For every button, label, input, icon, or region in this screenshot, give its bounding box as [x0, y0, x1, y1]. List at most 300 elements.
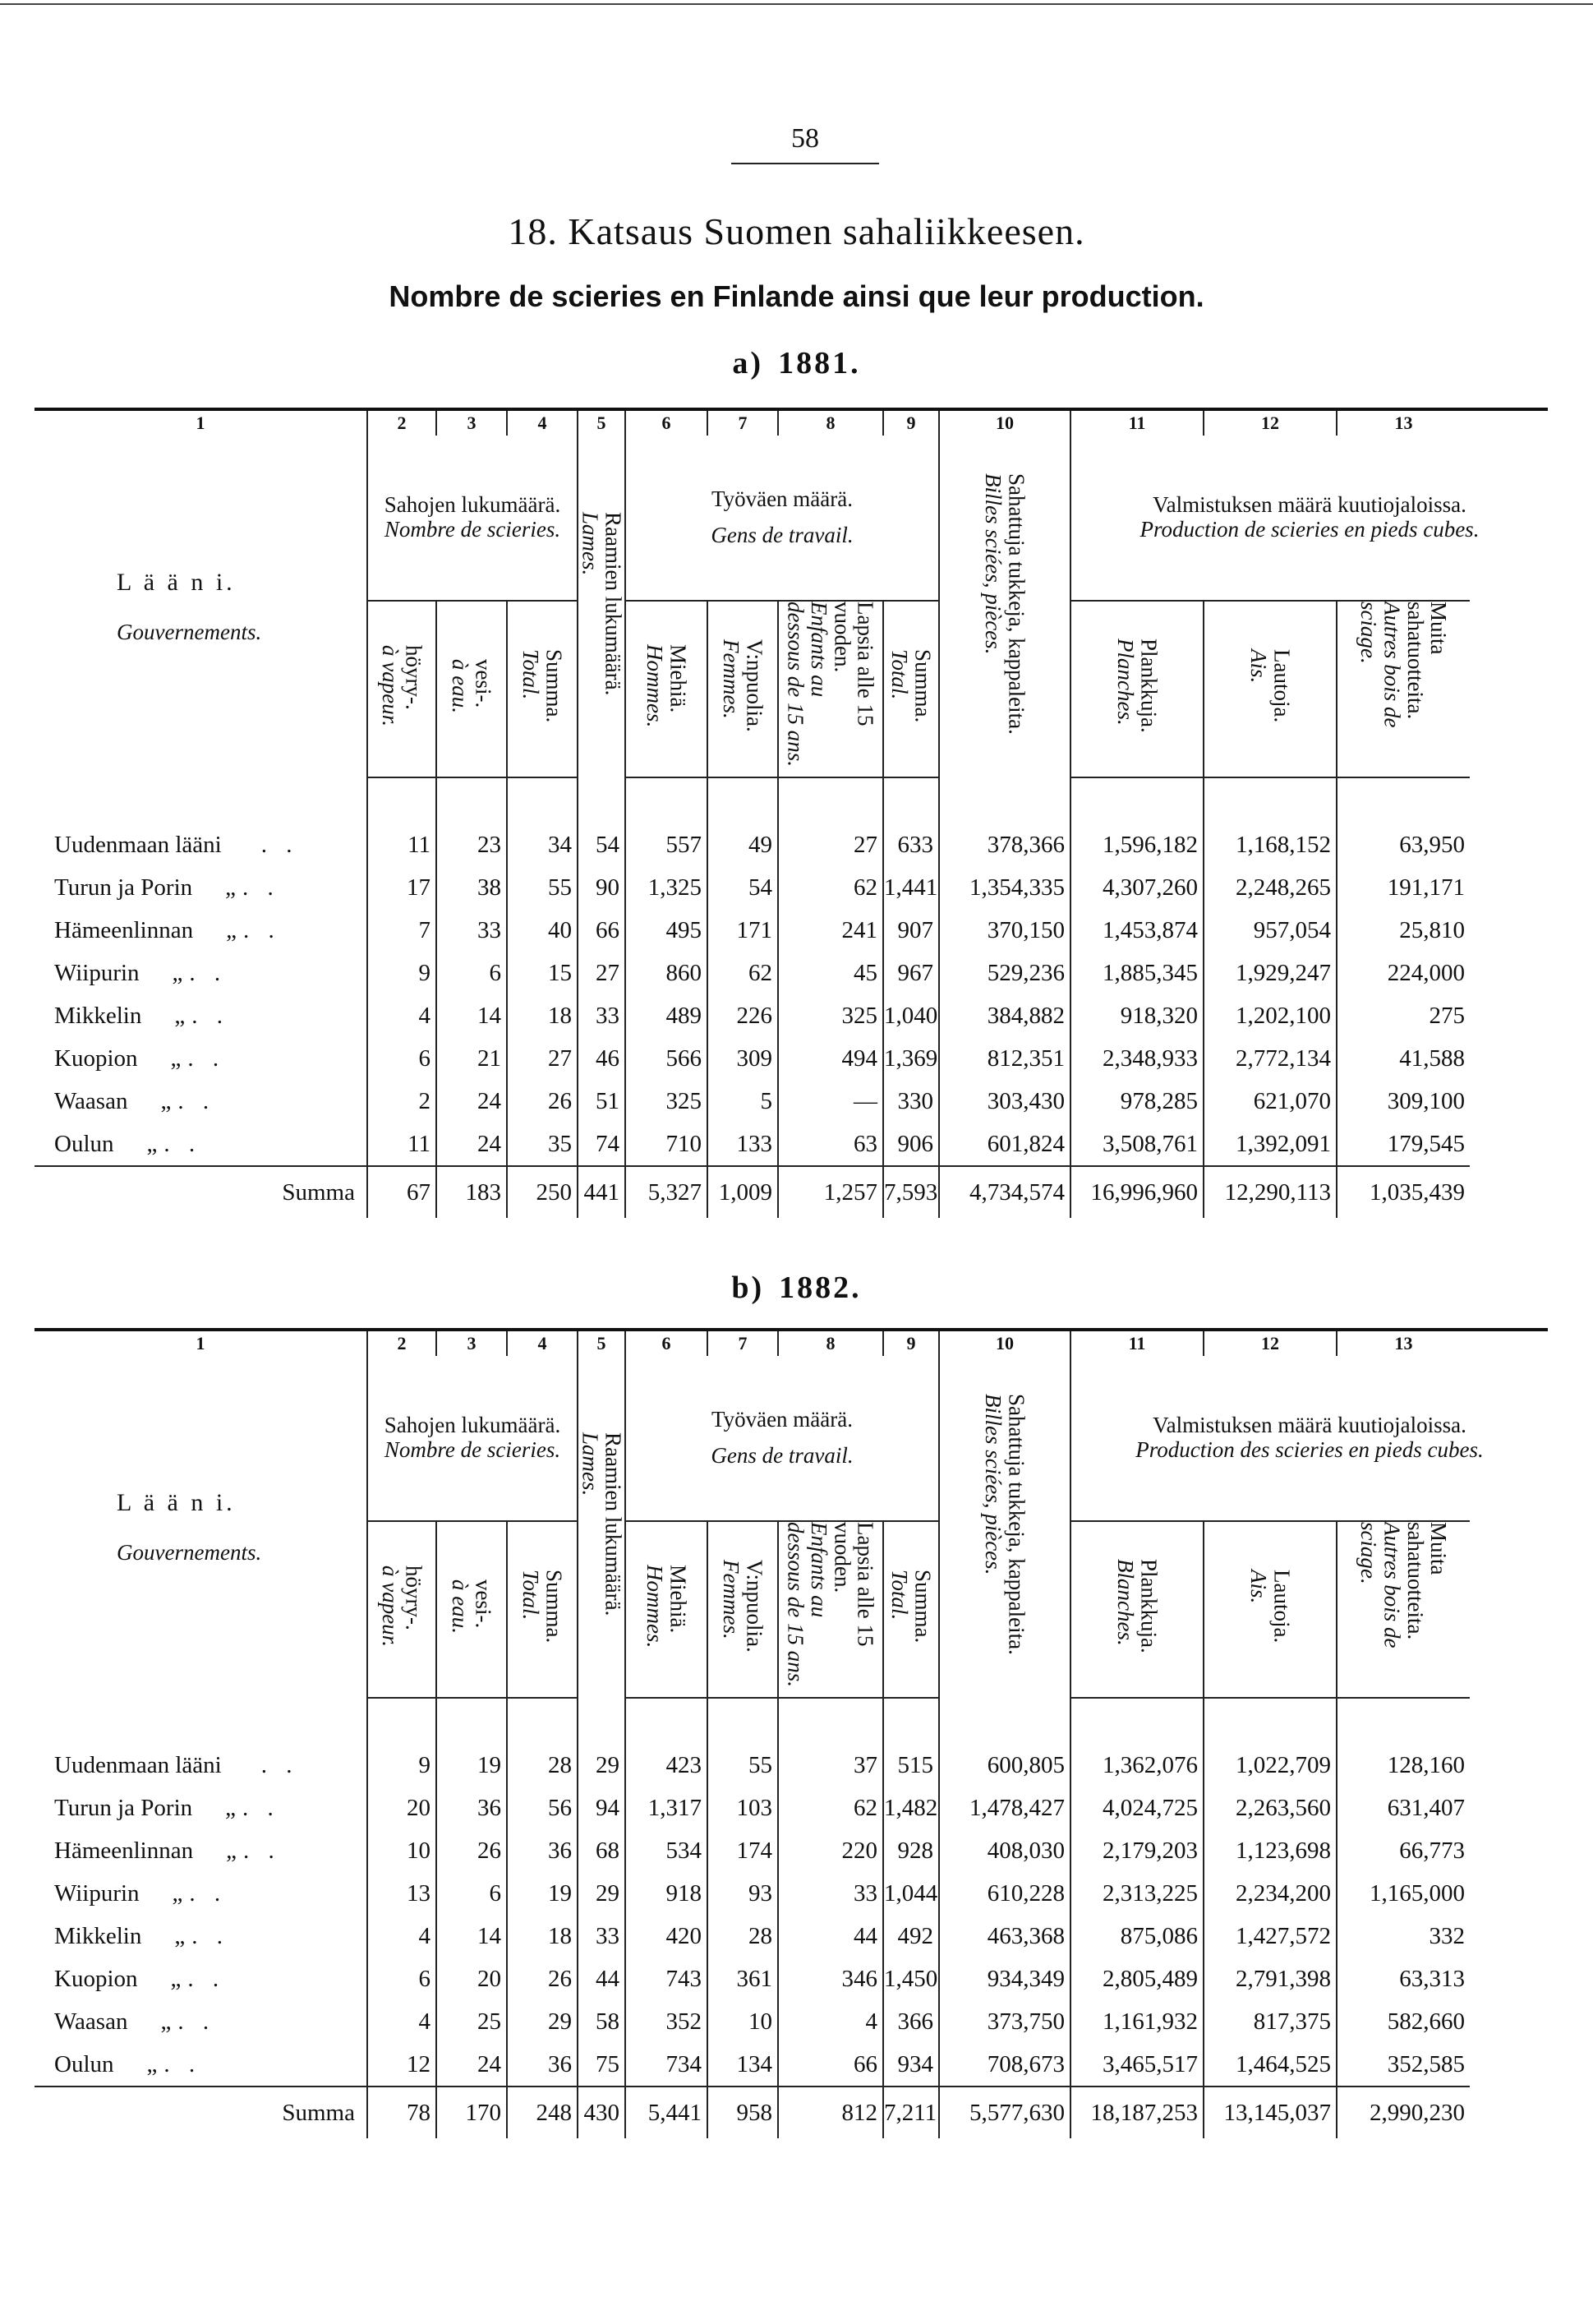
value-cell: 191,171: [1337, 866, 1470, 909]
value-cell: 10: [707, 2000, 778, 2043]
value-cell: 420: [625, 1915, 707, 1957]
value-cell: 36: [507, 2043, 578, 2087]
value-cell: 40: [507, 909, 578, 952]
sum-cell: 5,577,630: [939, 2087, 1070, 2138]
column-number: 2: [367, 1330, 436, 1356]
table-row: [35, 909, 1548, 952]
table-row: [35, 994, 1548, 1037]
value-cell: 378,366: [939, 823, 1070, 866]
value-cell: 621,070: [1204, 1080, 1337, 1123]
column-number: 12: [1204, 1330, 1337, 1356]
lapsia-fi: Lapsia alle 15 vuoden.: [830, 1522, 878, 1647]
sum-cell: 5,441: [625, 2087, 707, 2138]
value-cell: 494: [778, 1037, 883, 1080]
value-cell: 7: [367, 909, 436, 952]
ditto-mark: „: [225, 874, 236, 901]
raamien-fi: Raamien lukumäärä.: [601, 511, 626, 696]
value-cell: 6: [367, 1957, 436, 2000]
value-cell: 860: [625, 952, 707, 994]
table-row: [35, 1123, 1548, 1166]
value-cell: 241: [778, 909, 883, 952]
tyovaki-summa-header: [883, 601, 939, 777]
value-cell: 33: [578, 1915, 625, 1957]
value-cell: 4: [367, 994, 436, 1037]
column-number: 10: [939, 409, 1070, 436]
laani-cell: [35, 1744, 367, 1787]
value-cell: 63,950: [1337, 823, 1470, 866]
year-label: b): [731, 1270, 765, 1305]
value-cell: 366: [883, 2000, 939, 2043]
value-cell: 600,805: [939, 1744, 1070, 1787]
value-cell: 633: [883, 823, 939, 866]
value-cell: 1,325: [625, 866, 707, 909]
year-label: a): [732, 346, 764, 380]
value-cell: 610,228: [939, 1872, 1070, 1915]
value-cell: 134: [707, 2043, 778, 2087]
year-heading-b: [0, 1270, 1593, 1306]
miehia-fr: Hommes.: [642, 1564, 667, 1648]
sahojen-fr: Nombre de scieries.: [384, 1437, 561, 1462]
value-cell: 74: [578, 1123, 625, 1166]
value-cell: 4: [778, 2000, 883, 2043]
laani-cell: [35, 2000, 367, 2043]
lautoja-fi: Lautoja.: [1269, 1569, 1295, 1644]
value-cell: 28: [707, 1915, 778, 1957]
sum-cell: 4,734,574: [939, 1166, 1070, 1218]
value-cell: 20: [436, 1957, 507, 2000]
sahojen-fr: Nombre de scieries.: [384, 517, 561, 542]
muita-fr: Autres bois de sciage.: [1356, 602, 1405, 728]
valm-fi: Valmistuksen määrä kuutiojaloissa.: [1153, 1413, 1466, 1438]
value-cell: 1,885,345: [1070, 952, 1204, 994]
column-number: 13: [1337, 1330, 1470, 1356]
value-cell: 66: [778, 2043, 883, 2087]
leader-dots: . .: [177, 2008, 216, 2035]
muita-fr: Autres bois de sciage.: [1356, 1522, 1405, 1648]
value-cell: 373,750: [939, 2000, 1070, 2043]
value-cell: 515: [883, 1744, 939, 1787]
value-cell: 1,482: [883, 1787, 939, 1829]
plankkuja-header: [1070, 601, 1204, 777]
value-cell: 1,392,091: [1204, 1123, 1337, 1166]
sawmill-table-1882: [35, 1328, 1548, 2138]
value-cell: 103: [707, 1787, 778, 1829]
sum-cell: 67: [367, 1166, 436, 1218]
ditto-mark: „: [170, 1965, 182, 1992]
value-cell: 2,234,200: [1204, 1872, 1337, 1915]
sum-row: [35, 2087, 1548, 2138]
muita-header: [1337, 601, 1470, 777]
leader-dots: . .: [260, 1751, 299, 1778]
laani-cell: [35, 909, 367, 952]
tyovaen-fi: Työväen määrä.: [711, 1407, 854, 1432]
value-cell: 1,354,335: [939, 866, 1070, 909]
value-cell: 23: [436, 823, 507, 866]
value-cell: 9: [367, 952, 436, 994]
column-number: 5: [578, 1330, 625, 1356]
value-cell: 18: [507, 1915, 578, 1957]
sahojen-header: [367, 1356, 578, 1521]
lautoja-header: [1204, 601, 1337, 777]
table-row: [35, 823, 1548, 866]
column-number: 7: [707, 409, 778, 436]
lapsia-header: [778, 601, 883, 777]
value-cell: 303,430: [939, 1080, 1070, 1123]
value-cell: 54: [578, 823, 625, 866]
value-cell: 4: [367, 1915, 436, 1957]
value-cell: 2,248,265: [1204, 866, 1337, 909]
value-cell: 325: [625, 1080, 707, 1123]
column-number: 4: [507, 409, 578, 436]
value-cell: 94: [578, 1787, 625, 1829]
value-cell: 423: [625, 1744, 707, 1787]
sum-cell: 441: [578, 1166, 625, 1218]
value-cell: 492: [883, 1915, 939, 1957]
value-cell: 33: [436, 909, 507, 952]
vesi-fi: vesi-.: [471, 658, 496, 708]
leader-dots: . .: [189, 959, 228, 986]
value-cell: 4,024,725: [1070, 1787, 1204, 1829]
value-cell: 631,407: [1337, 1787, 1470, 1829]
miehia-fr: Hommes.: [642, 643, 667, 728]
sum-cell: 1,035,439: [1337, 1166, 1470, 1218]
value-cell: 174: [707, 1829, 778, 1872]
value-cell: 978,285: [1070, 1080, 1204, 1123]
sum-cell: 812: [778, 2087, 883, 2138]
laani-cell: [35, 823, 367, 866]
ditto-mark: „: [160, 2008, 172, 2035]
sum-cell: 16,996,960: [1070, 1166, 1204, 1218]
laani-cell: [35, 1829, 367, 1872]
value-cell: 934,349: [939, 1957, 1070, 2000]
value-cell: 26: [507, 1957, 578, 2000]
table-row: [35, 1080, 1548, 1123]
value-cell: 370,150: [939, 909, 1070, 952]
column-number: 1: [196, 1333, 205, 1353]
value-cell: 33: [578, 994, 625, 1037]
value-cell: 1,165,000: [1337, 1872, 1470, 1915]
column-number: 10: [939, 1330, 1070, 1356]
value-cell: 1,202,100: [1204, 994, 1337, 1037]
tukkeja-fr: Billes sciées, pièces.: [981, 473, 1006, 655]
value-cell: 1,929,247: [1204, 952, 1337, 994]
value-cell: 44: [778, 1915, 883, 1957]
value-cell: 1,040: [883, 994, 939, 1037]
tukkeja-fr: Billes sciées, pièces.: [981, 1393, 1006, 1575]
leader-dots: . .: [242, 916, 281, 943]
vaimoja-fi: V:npuolia.: [742, 1560, 767, 1653]
column-number: 6: [625, 1330, 707, 1356]
vesi-header: [436, 1521, 507, 1698]
value-cell: 68: [578, 1829, 625, 1872]
hoyry-fi: höyry-.: [401, 645, 426, 710]
laani-name: Mikkelin: [54, 1002, 142, 1029]
plankkuja-fr: Blanches.: [1113, 1559, 1138, 1646]
lautoja-fr: Ais.: [1246, 1569, 1271, 1604]
value-cell: 1,044: [883, 1872, 939, 1915]
table-row: [35, 1744, 1548, 1787]
value-cell: 582,660: [1337, 2000, 1470, 2043]
value-cell: 529,236: [939, 952, 1070, 994]
value-cell: 1,596,182: [1070, 823, 1204, 866]
value-cell: 708,673: [939, 2043, 1070, 2087]
plankkuja-header: [1070, 1521, 1204, 1698]
valm-fi: Valmistuksen määrä kuutiojaloissa.: [1153, 492, 1466, 518]
value-cell: 20: [367, 1787, 436, 1829]
muita-header: [1337, 1521, 1470, 1698]
tukkeja-header: [939, 1356, 1070, 1698]
value-cell: 18: [507, 994, 578, 1037]
leader-dots: . .: [189, 1879, 228, 1907]
tyovaen-fr: Gens de travail.: [711, 523, 854, 547]
plankkuja-fr: Planches.: [1113, 639, 1138, 726]
column-number: 13: [1337, 409, 1470, 436]
sum-cell: 12,290,113: [1204, 1166, 1337, 1218]
valmistuksen-header: [1070, 1356, 1548, 1521]
column-number: 3: [436, 1330, 507, 1356]
value-cell: 918: [625, 1872, 707, 1915]
column-number: 5: [578, 409, 625, 436]
hoyry-fr: à vapeur.: [378, 645, 403, 726]
value-cell: 171: [707, 909, 778, 952]
table-row: [35, 952, 1548, 994]
laani-name: Kuopion: [54, 1965, 138, 1992]
sahojen-header: [367, 436, 578, 601]
value-cell: 10: [367, 1829, 436, 1872]
sahojen-fi: Sahojen lukumäärä.: [384, 1413, 561, 1438]
sahat-summa-header: [507, 601, 578, 777]
value-cell: 17: [367, 866, 436, 909]
laani-name: Turun ja Porin: [54, 874, 193, 901]
value-cell: 361: [707, 1957, 778, 2000]
column-number: 9: [883, 1330, 939, 1356]
tyovaki-summa-fi: Summa.: [910, 648, 936, 723]
leader-dots: . .: [163, 1130, 202, 1157]
value-cell: 743: [625, 1957, 707, 2000]
value-cell: 967: [883, 952, 939, 994]
table-row: [35, 2043, 1548, 2087]
value-cell: 36: [507, 1829, 578, 1872]
value-cell: 1,464,525: [1204, 2043, 1337, 2087]
year-value: 1881.: [778, 346, 861, 380]
value-cell: 1,317: [625, 1787, 707, 1829]
value-cell: 4,307,260: [1070, 866, 1204, 909]
leader-dots: . .: [177, 1087, 216, 1114]
raamien-fi: Raamien lukumäärä.: [601, 1432, 626, 1616]
value-cell: 352: [625, 2000, 707, 2043]
tukkeja-header: [939, 436, 1070, 777]
laani-name: Mikkelin: [54, 1922, 142, 1949]
year-value: 1882.: [779, 1270, 862, 1305]
value-cell: 275: [1337, 994, 1470, 1037]
value-cell: 1,450: [883, 1957, 939, 2000]
value-cell: 29: [578, 1744, 625, 1787]
value-cell: 346: [778, 1957, 883, 2000]
miehia-fi: Miehiä.: [665, 643, 691, 713]
laani-cell: [35, 1037, 367, 1080]
value-cell: 38: [436, 866, 507, 909]
value-cell: 352,585: [1337, 2043, 1470, 2087]
sum-label: Summa: [35, 1166, 367, 1218]
sum-cell: 5,327: [625, 1166, 707, 1218]
laani-cell: [35, 1787, 367, 1829]
page-title: 18. Katsaus Suomen sahaliikkeesen.: [508, 210, 1085, 252]
value-cell: 489: [625, 994, 707, 1037]
table-row: [35, 1829, 1548, 1872]
value-cell: 62: [707, 952, 778, 994]
value-cell: 45: [778, 952, 883, 994]
laani-header: [35, 436, 367, 777]
value-cell: 220: [778, 1829, 883, 1872]
valm-fr: Production de scieries en pieds cubes.: [1140, 517, 1480, 542]
miehia-fi: Miehiä.: [665, 1564, 691, 1634]
muita-fi: Muita sahatuotteita.: [1402, 602, 1452, 720]
value-cell: 907: [883, 909, 939, 952]
leader-dots: . .: [191, 1002, 229, 1029]
value-cell: 19: [507, 1872, 578, 1915]
value-cell: 309,100: [1337, 1080, 1470, 1123]
value-cell: 49: [707, 823, 778, 866]
value-cell: 63,313: [1337, 1957, 1470, 2000]
value-cell: 9: [367, 1744, 436, 1787]
sum-cell: 170: [436, 2087, 507, 2138]
value-cell: 19: [436, 1744, 507, 1787]
value-cell: 1,362,076: [1070, 1744, 1204, 1787]
value-cell: 179,545: [1337, 1123, 1470, 1166]
value-cell: 55: [707, 1744, 778, 1787]
value-cell: 6: [436, 1872, 507, 1915]
value-cell: 1,168,152: [1204, 823, 1337, 866]
value-cell: 332: [1337, 1915, 1470, 1957]
laani-name: Wiipurin: [54, 1879, 140, 1907]
value-cell: 14: [436, 994, 507, 1037]
ditto-mark: „: [172, 1879, 183, 1907]
column-number: 8: [778, 409, 883, 436]
sum-cell: 1,009: [707, 1166, 778, 1218]
tukkeja-fi: Sahattuja tukkeja, kappaleita.: [1004, 1393, 1029, 1655]
plankkuja-fi: Plankkuja.: [1136, 639, 1162, 733]
value-cell: 66,773: [1337, 1829, 1470, 1872]
value-cell: 55: [507, 866, 578, 909]
value-cell: 27: [507, 1037, 578, 1080]
page-number-rule: [731, 163, 879, 164]
raamien-fr: Lames.: [578, 511, 603, 576]
value-cell: 2,313,225: [1070, 1872, 1204, 1915]
value-cell: 6: [436, 952, 507, 994]
hoyry-fr: à vapeur.: [378, 1565, 403, 1647]
laani-cell: [35, 994, 367, 1037]
vesi-fr: à eau.: [448, 1579, 472, 1634]
vaimoja-fr: Femmes.: [719, 1560, 744, 1639]
column-number: 11: [1070, 1330, 1204, 1356]
sawmill-table-1881: [35, 408, 1548, 1218]
value-cell: 75: [578, 2043, 625, 2087]
column-number: 6: [625, 409, 707, 436]
hoyry-header: [367, 1521, 436, 1698]
ditto-mark: „: [160, 1087, 172, 1114]
table-row: [35, 2000, 1548, 2043]
lapsia-fr: Enfants au dessous de 15 ans.: [783, 602, 831, 767]
sum-cell: 7,593: [883, 1166, 939, 1218]
sum-cell: 2,990,230: [1337, 2087, 1470, 2138]
value-cell: 3,465,517: [1070, 2043, 1204, 2087]
laani-name: Hämeenlinnan: [54, 916, 194, 943]
value-cell: 330: [883, 1080, 939, 1123]
value-cell: 93: [707, 1872, 778, 1915]
value-cell: 29: [507, 2000, 578, 2043]
value-cell: —: [778, 1080, 883, 1123]
laani-name: Waasan: [54, 2008, 128, 2035]
value-cell: 62: [778, 1787, 883, 1829]
page-subtitle: Nombre de scieries en Finlande ainsi que leur production.: [389, 279, 1204, 313]
tyovaki-summa-fr: Total.: [887, 1569, 912, 1621]
sum-cell: 18,187,253: [1070, 2087, 1204, 2138]
sahat-summa-fr: Total.: [518, 648, 543, 700]
raamien-header: [578, 436, 625, 777]
ditto-mark: „: [226, 1837, 237, 1864]
ditto-mark: „: [174, 1002, 186, 1029]
tyovaki-summa-header: [883, 1521, 939, 1698]
miehia-header: [625, 1521, 707, 1698]
value-cell: 325: [778, 994, 883, 1037]
leader-dots: . .: [187, 1965, 226, 1992]
value-cell: 24: [436, 1080, 507, 1123]
value-cell: 6: [367, 1037, 436, 1080]
ditto-mark: „: [146, 1130, 158, 1157]
laani-fi: L ä ä n i.: [117, 568, 236, 596]
ditto-mark: „: [174, 1922, 186, 1949]
laani-name: Oulun: [54, 2050, 114, 2077]
value-cell: 21: [436, 1037, 507, 1080]
value-cell: 309: [707, 1037, 778, 1080]
muita-fi: Muita sahatuotteita.: [1402, 1522, 1452, 1640]
value-cell: 557: [625, 823, 707, 866]
sahat-summa-header: [507, 1521, 578, 1698]
value-cell: 46: [578, 1037, 625, 1080]
value-cell: 1,478,427: [939, 1787, 1070, 1829]
value-cell: 1,123,698: [1204, 1829, 1337, 1872]
lautoja-header: [1204, 1521, 1337, 1698]
value-cell: 90: [578, 866, 625, 909]
table-row: [35, 1037, 1548, 1080]
value-cell: 384,882: [939, 994, 1070, 1037]
valmistuksen-header: [1070, 436, 1548, 601]
sum-label: Summa: [35, 2087, 367, 2138]
vaimoja-header: [707, 1521, 778, 1698]
value-cell: 1,453,874: [1070, 909, 1204, 952]
laani-name: Wiipurin: [54, 959, 140, 986]
ditto-mark: „: [226, 916, 237, 943]
value-cell: 812,351: [939, 1037, 1070, 1080]
value-cell: 28: [507, 1744, 578, 1787]
leader-dots: . .: [242, 1837, 281, 1864]
leader-dots: . .: [260, 831, 299, 858]
leader-dots: . .: [163, 2050, 202, 2077]
plankkuja-fi: Plankkuja.: [1136, 1559, 1162, 1653]
value-cell: 63: [778, 1123, 883, 1166]
tyovaki-summa-fi: Summa.: [910, 1569, 936, 1644]
value-cell: 226: [707, 994, 778, 1037]
value-cell: 2,179,203: [1070, 1829, 1204, 1872]
lapsia-fr: Enfants au dessous de 15 ans.: [783, 1522, 831, 1687]
laani-cell: [35, 1957, 367, 2000]
column-number: 9: [883, 409, 939, 436]
column-number: 1: [196, 413, 205, 433]
column-number: 7: [707, 1330, 778, 1356]
laani-cell: [35, 952, 367, 994]
vesi-fi: vesi-.: [471, 1579, 496, 1628]
laani-name: Kuopion: [54, 1044, 138, 1072]
